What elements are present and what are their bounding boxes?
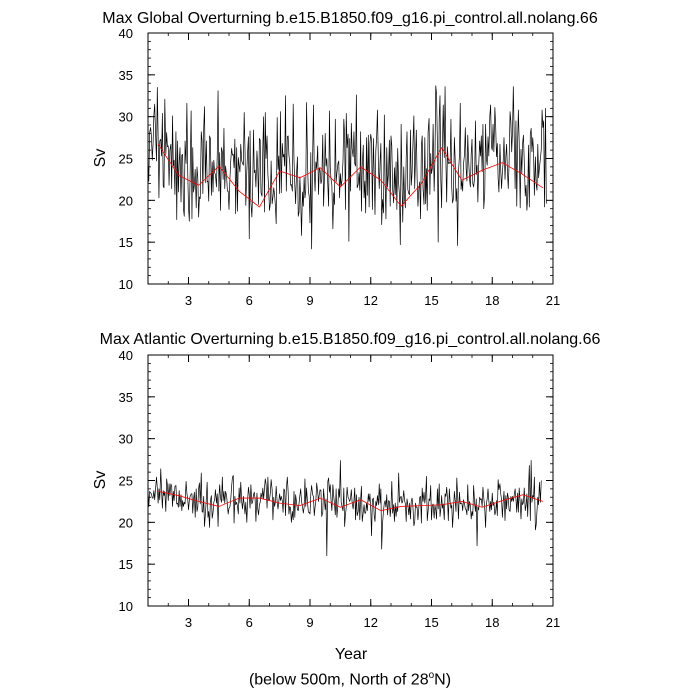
atlantic-y-tick-label: 40 — [118, 348, 133, 363]
atlantic-x-tick-label: 15 — [424, 615, 439, 630]
global-y-tick-label: 40 — [118, 26, 133, 41]
global-x-tick-label: 15 — [424, 293, 439, 308]
atlantic-x-tick-label: 3 — [184, 615, 193, 630]
footnote-suffix: N) — [434, 671, 452, 689]
atlantic-overturning-panel — [92, 331, 600, 663]
atlantic-y-tick-label: 20 — [118, 515, 133, 531]
atlantic-chart-title: Max Atlantic Overturning b.e15.B1850.f09_g16.pi_control.all.nolang.66 — [99, 331, 601, 348]
global-x-tick-label: 3 — [184, 293, 193, 308]
atlantic-plot-area — [119, 348, 561, 630]
atlantic-y-tick-label: 30 — [118, 431, 133, 447]
global-plot-frame — [148, 33, 553, 284]
atlantic-y-tick-label: 25 — [118, 473, 133, 489]
atlantic-x-tick-label: 21 — [545, 615, 561, 630]
atlantic-y-tick-label: 35 — [118, 389, 133, 405]
atlantic-y-tick-label: 15 — [118, 557, 133, 573]
global-x-tick-label: 6 — [245, 293, 253, 308]
footnote — [0, 666, 700, 690]
atlantic-x-tick-label: 9 — [306, 615, 314, 630]
atlantic-x-tick-label: 6 — [245, 615, 253, 630]
global-y-tick-label: 35 — [118, 67, 133, 83]
global-y-tick-label: 15 — [118, 235, 133, 251]
atlantic-plot-frame — [148, 355, 553, 606]
degree-superscript: o — [428, 670, 435, 681]
global-y-axis-label: Sv — [92, 148, 109, 168]
atlantic-x-tick-label: 12 — [363, 615, 378, 630]
global-overturning-panel — [92, 10, 598, 308]
footnote-prefix: (below 500m, North of 28 — [248, 671, 429, 689]
atlantic-x-tick-label: 18 — [485, 615, 500, 630]
global-y-tick-label: 25 — [118, 151, 133, 167]
global-x-tick-label: 18 — [485, 293, 500, 308]
x-axis-label: Year — [334, 646, 368, 663]
global-y-tick-label: 20 — [118, 193, 133, 209]
global-x-tick-label: 12 — [363, 293, 378, 308]
global-x-tick-label: 21 — [545, 293, 561, 308]
global-x-tick-label: 9 — [306, 293, 314, 308]
global-y-tick-label: 30 — [118, 109, 133, 125]
global-plot-area — [119, 26, 561, 308]
global-chart-title: Max Global Overturning b.e15.B1850.f09_g16.pi_control.all.nolang.66 — [102, 10, 598, 27]
global-series-monthly-line — [148, 86, 546, 249]
atlantic-series-monthly-line — [148, 460, 541, 555]
global-y-tick-label: 10 — [118, 277, 133, 292]
atlantic-y-tick-label: 10 — [118, 599, 133, 614]
atlantic-y-axis-label: Sv — [92, 470, 109, 490]
